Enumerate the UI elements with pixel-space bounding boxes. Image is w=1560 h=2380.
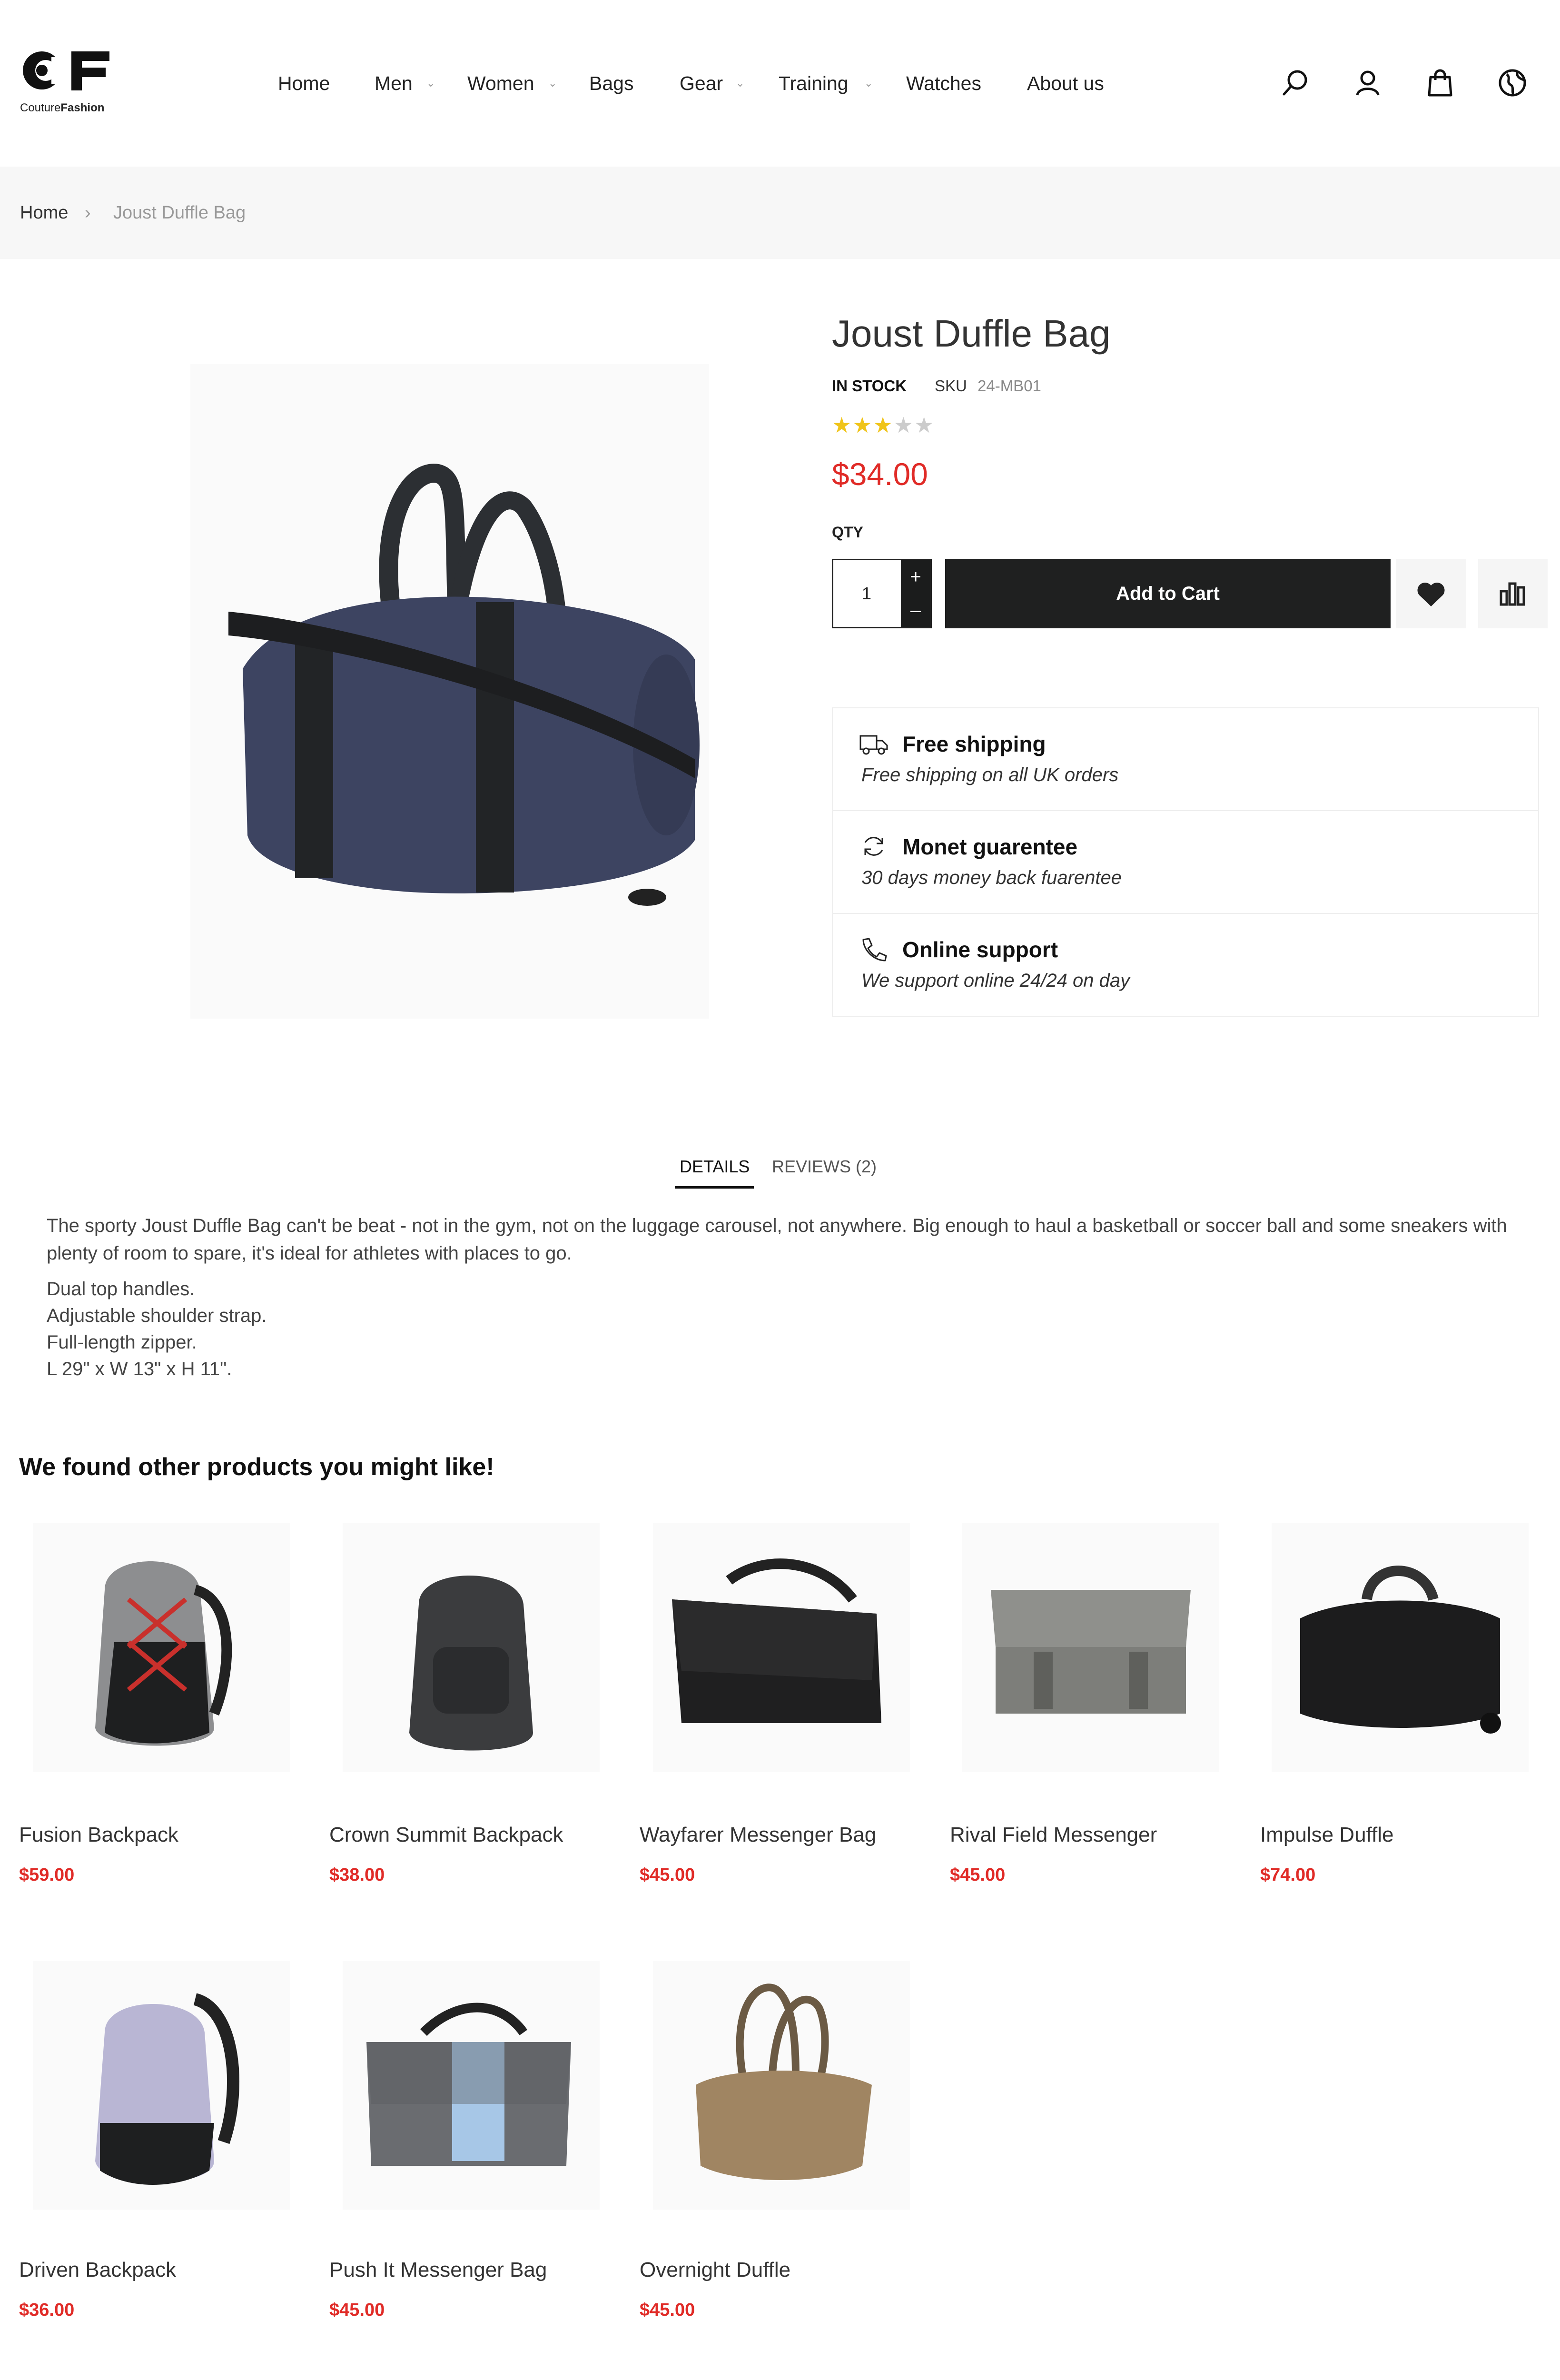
feature-item xyxy=(833,708,1538,811)
duffle-bag-image xyxy=(653,1961,910,2210)
feature-item xyxy=(833,811,1538,914)
product-card-price: $74.00 xyxy=(1260,1865,1316,1885)
messenger-bag-image xyxy=(962,1523,1219,1772)
product-card-image[interactable] xyxy=(653,1523,910,1772)
backpack-image xyxy=(33,1523,290,1772)
rating-stars[interactable] xyxy=(832,412,935,438)
product-card-price: $45.00 xyxy=(950,1865,1006,1885)
product-price: $34.00 xyxy=(832,456,928,492)
product-description: The sporty Joust Duffle Bag can't be beat - not in the gym, not on the luggage carousel, not anywhere. Big enough to haul a basketball or soccer ball and some sneakers with plenty of room to spare, it's ideal for athletes with places to go. xyxy=(47,1215,1507,1264)
detail-line: Adjustable shoulder strap. xyxy=(47,1305,267,1326)
nav-item-training[interactable]: Training xyxy=(779,72,849,94)
main-nav xyxy=(0,69,1142,98)
detail-line: L 29" x W 13" x H 11". xyxy=(47,1359,232,1379)
duffle-bag-image xyxy=(190,364,709,1019)
feature-desc: 30 days money back fuarentee xyxy=(861,867,1122,888)
star-filled-icon: ★ xyxy=(852,413,873,437)
star-empty-icon: ★ xyxy=(893,413,914,437)
product-card-price: $45.00 xyxy=(640,2300,695,2320)
chevron-down-icon: ⌄ xyxy=(426,77,435,89)
feature-list xyxy=(832,707,1539,1017)
nav-item-watches[interactable]: Watches xyxy=(906,72,981,94)
stock-status: IN STOCK xyxy=(832,377,907,395)
nav-item-about-us[interactable]: About us xyxy=(1027,72,1104,94)
logo-text-light: Couture xyxy=(20,101,61,114)
product-card-image[interactable] xyxy=(33,1961,290,2210)
product-card-image[interactable] xyxy=(343,1961,600,2210)
product-card-image[interactable] xyxy=(343,1523,600,1772)
star-filled-icon: ★ xyxy=(832,413,853,437)
product-card-name[interactable]: Rival Field Messenger xyxy=(950,1823,1157,1846)
product-card-name[interactable]: Overnight Duffle xyxy=(640,2258,791,2281)
product-card-price: $36.00 xyxy=(19,2300,75,2320)
chevron-right-icon: › xyxy=(85,203,91,223)
truck-icon xyxy=(859,731,888,756)
nav-item-bags[interactable]: Bags xyxy=(589,72,634,94)
sku-value: 24-MB01 xyxy=(977,377,1041,395)
nav-item-gear[interactable]: Gear xyxy=(680,72,723,94)
refresh-icon xyxy=(859,834,888,859)
messenger-bag-image xyxy=(653,1523,910,1772)
breadcrumb xyxy=(0,167,1560,259)
product-card-name[interactable]: Driven Backpack xyxy=(19,2258,177,2281)
feature-title: Free shipping xyxy=(902,732,1046,756)
search-icon[interactable] xyxy=(1280,68,1311,98)
nav-item-men[interactable]: Men xyxy=(375,72,413,94)
qty-input[interactable]: 1 xyxy=(861,584,872,603)
messenger-bag-image xyxy=(343,1961,600,2210)
qty-label: QTY xyxy=(832,524,863,541)
logo-text xyxy=(20,101,104,115)
quantity-stepper xyxy=(832,559,932,628)
product-card-name[interactable]: Wayfarer Messenger Bag xyxy=(640,1823,877,1846)
product-card-price: $45.00 xyxy=(640,1865,695,1885)
backpack-image xyxy=(343,1523,600,1772)
feature-desc: We support online 24/24 on day xyxy=(861,970,1130,991)
phone-icon xyxy=(859,937,888,962)
breadcrumb-current: Joust Duffle Bag xyxy=(113,203,246,223)
product-card-name[interactable]: Impulse Duffle xyxy=(1260,1823,1394,1846)
product-image[interactable] xyxy=(190,364,709,1019)
detail-line: Full-length zipper. xyxy=(47,1332,197,1353)
chevron-down-icon: ⌄ xyxy=(548,77,557,89)
compare-icon xyxy=(1478,559,1548,628)
wishlist-button[interactable] xyxy=(1396,559,1466,628)
backpack-image xyxy=(33,1961,290,2210)
logo-text-bold: Fashion xyxy=(60,101,105,114)
product-card-name[interactable]: Push It Messenger Bag xyxy=(329,2258,547,2281)
product-card-price: $38.00 xyxy=(329,1865,385,1885)
chevron-down-icon: ⌄ xyxy=(864,77,873,89)
star-filled-icon: ★ xyxy=(873,413,894,437)
product-card-image[interactable] xyxy=(1272,1523,1529,1772)
product-title: Joust Duffle Bag xyxy=(832,312,1111,355)
product-card-image[interactable] xyxy=(962,1523,1219,1772)
heart-icon xyxy=(1396,559,1466,628)
account-icon[interactable] xyxy=(1353,68,1383,98)
product-card-image[interactable] xyxy=(33,1523,290,1772)
product-card-name[interactable]: Fusion Backpack xyxy=(19,1823,179,1846)
chevron-down-icon: ⌄ xyxy=(736,77,745,89)
product-card-image[interactable] xyxy=(653,1961,910,2210)
feature-item xyxy=(833,914,1538,1017)
star-empty-icon: ★ xyxy=(914,413,935,437)
product-card-price: $59.00 xyxy=(19,1865,75,1885)
nav-item-women[interactable]: Women xyxy=(467,72,534,94)
nav-item-home[interactable]: Home xyxy=(278,72,330,94)
tab-active-underline xyxy=(675,1186,754,1189)
feature-title: Online support xyxy=(902,937,1058,962)
tab-details[interactable]: DETAILS xyxy=(680,1157,750,1176)
sku-label: SKU xyxy=(935,377,967,395)
qty-increase-button[interactable]: + xyxy=(910,566,921,587)
duffle-bag-image xyxy=(1272,1523,1529,1772)
feature-desc: Free shipping on all UK orders xyxy=(861,764,1119,785)
breadcrumb-home[interactable]: Home xyxy=(20,203,69,223)
product-card-name[interactable]: Crown Summit Backpack xyxy=(329,1823,563,1846)
cart-icon[interactable] xyxy=(1425,68,1455,98)
detail-line: Dual top handles. xyxy=(47,1279,195,1299)
product-card-price: $45.00 xyxy=(329,2300,385,2320)
add-to-cart-button[interactable]: Add to Cart xyxy=(945,559,1391,628)
globe-icon[interactable] xyxy=(1497,68,1528,98)
tab-reviews[interactable]: REVIEWS (2) xyxy=(772,1157,877,1176)
qty-decrease-button[interactable]: – xyxy=(910,600,921,621)
compare-button[interactable] xyxy=(1478,559,1548,628)
feature-title: Monet guarentee xyxy=(902,834,1078,859)
related-heading: We found other products you might like! xyxy=(19,1453,494,1481)
